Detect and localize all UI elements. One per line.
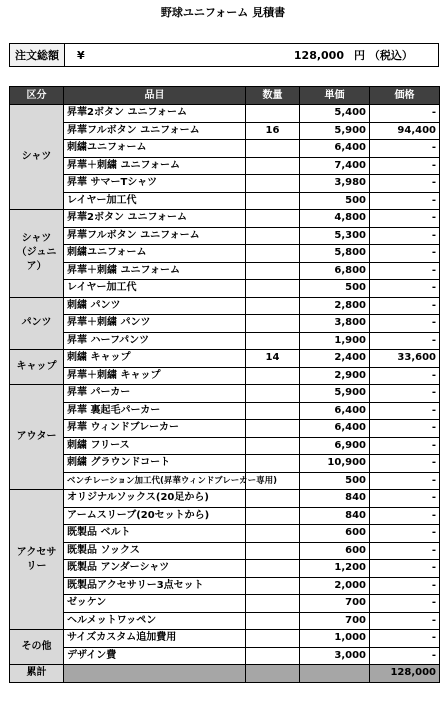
item-name-cell: ベンチレーション加工代(昇華ウィンドブレーカー専用) (64, 472, 246, 490)
table-row (10, 315, 440, 333)
table-row (10, 332, 440, 350)
unit-price-cell: 500 (300, 280, 370, 298)
item-name-cell: 昇華＋刺繍 キャップ (64, 367, 246, 385)
item-name-cell: 既製品 アンダーシャツ (64, 560, 246, 578)
price-cell: - (370, 367, 440, 385)
item-name-cell: 刺繍 グラウンドコート (64, 455, 246, 473)
item-name-cell: 刺繍ユニフォーム (64, 245, 246, 263)
price-cell: - (370, 595, 440, 613)
quantity-cell (246, 647, 300, 665)
item-name-cell: 昇華＋刺繍 ユニフォーム (64, 157, 246, 175)
category-cell: アウター (10, 385, 64, 490)
quantity-cell (246, 297, 300, 315)
item-name-cell: 既製品アクセサリー3点セット (64, 577, 246, 595)
quantity-cell (246, 192, 300, 210)
unit-price-cell: 5,400 (300, 105, 370, 123)
table-row (10, 227, 440, 245)
unit-price-cell: 1,200 (300, 560, 370, 578)
item-name-cell: 昇華＋刺繍 ユニフォーム (64, 262, 246, 280)
total-row-blank (64, 665, 246, 683)
unit-price-cell: 1,000 (300, 630, 370, 648)
table-body (10, 105, 440, 665)
table-row (10, 192, 440, 210)
column-header-price: 価格 (370, 87, 440, 105)
item-name-cell: ゼッケン (64, 595, 246, 613)
item-name-cell: レイヤー加工代 (64, 280, 246, 298)
table-row (10, 367, 440, 385)
column-header-quantity: 数量 (246, 87, 300, 105)
unit-price-cell: 6,400 (300, 420, 370, 438)
table-row (10, 577, 440, 595)
table-row (10, 140, 440, 158)
unit-price-cell: 6,400 (300, 402, 370, 420)
price-cell: - (370, 175, 440, 193)
item-name-cell: 昇華 ウィンドブレーカー (64, 420, 246, 438)
table-row (10, 507, 440, 525)
price-cell: - (370, 192, 440, 210)
item-name-cell: 昇華フルボタン ユニフォーム (64, 122, 246, 140)
unit-price-cell: 500 (300, 192, 370, 210)
item-name-cell: 昇華 パーカー (64, 385, 246, 403)
unit-price-cell: 5,800 (300, 245, 370, 263)
table-row (10, 157, 440, 175)
item-name-cell: 既製品 ベルト (64, 525, 246, 543)
cumulative-total-value: 128,000 (370, 665, 440, 683)
unit-price-cell: 2,000 (300, 577, 370, 595)
cumulative-total-label: 累計 (10, 665, 64, 683)
quantity-cell (246, 437, 300, 455)
quantity-cell (246, 455, 300, 473)
price-cell: - (370, 297, 440, 315)
order-total-unit: 円 （税込） (354, 49, 413, 62)
table-row (10, 455, 440, 473)
price-cell: - (370, 420, 440, 438)
unit-price-cell: 840 (300, 507, 370, 525)
column-header-unit-price: 単価 (300, 87, 370, 105)
item-name-cell: オリジナルソックス(20足から) (64, 490, 246, 508)
unit-price-cell: 4,800 (300, 210, 370, 228)
table-header-row (10, 87, 440, 105)
price-cell: - (370, 262, 440, 280)
price-cell: - (370, 577, 440, 595)
category-cell: シャツ (10, 105, 64, 210)
quantity-cell (246, 525, 300, 543)
quantity-cell: 14 (246, 350, 300, 368)
quantity-cell (246, 490, 300, 508)
cumulative-total-row (10, 665, 440, 683)
yen-symbol: ¥ (77, 48, 85, 62)
quantity-cell (246, 332, 300, 350)
item-name-cell: 昇華 サマーTシャツ (64, 175, 246, 193)
quantity-cell (246, 315, 300, 333)
table-row (10, 490, 440, 508)
price-cell: - (370, 157, 440, 175)
quantity-cell (246, 210, 300, 228)
category-cell: パンツ (10, 297, 64, 350)
item-name-cell: 昇華2ボタン ユニフォーム (64, 210, 246, 228)
unit-price-cell: 500 (300, 472, 370, 490)
order-total-amount: 128,000 (293, 48, 344, 62)
item-name-cell: 昇華＋刺繍 パンツ (64, 315, 246, 333)
price-cell: - (370, 455, 440, 473)
estimate-table (9, 86, 440, 683)
total-row-blank (246, 665, 300, 683)
table-row (10, 262, 440, 280)
table-row (10, 402, 440, 420)
table-row (10, 630, 440, 648)
item-name-cell: 刺繍 キャップ (64, 350, 246, 368)
unit-price-cell: 1,900 (300, 332, 370, 350)
price-cell: - (370, 227, 440, 245)
price-cell: - (370, 472, 440, 490)
price-cell: - (370, 490, 440, 508)
unit-price-cell: 6,900 (300, 437, 370, 455)
item-name-cell: 昇華2ボタン ユニフォーム (64, 105, 246, 123)
unit-price-cell: 6,400 (300, 140, 370, 158)
table-row (10, 472, 440, 490)
column-header-category: 区分 (10, 87, 64, 105)
unit-price-cell: 840 (300, 490, 370, 508)
quantity-cell (246, 140, 300, 158)
table-row (10, 350, 440, 368)
table-row (10, 525, 440, 543)
unit-price-cell: 2,900 (300, 367, 370, 385)
unit-price-cell: 5,300 (300, 227, 370, 245)
price-cell: - (370, 245, 440, 263)
price-cell: - (370, 525, 440, 543)
quantity-cell: 16 (246, 122, 300, 140)
quantity-cell (246, 560, 300, 578)
unit-price-cell: 3,800 (300, 315, 370, 333)
item-name-cell: デザイン費 (64, 647, 246, 665)
item-name-cell: アームスリーブ(20セットから) (64, 507, 246, 525)
price-cell: 94,400 (370, 122, 440, 140)
unit-price-cell: 2,800 (300, 297, 370, 315)
unit-price-cell: 3,980 (300, 175, 370, 193)
quantity-cell (246, 420, 300, 438)
item-name-cell: 刺繍 パンツ (64, 297, 246, 315)
table-row (10, 245, 440, 263)
table-row (10, 385, 440, 403)
quantity-cell (246, 280, 300, 298)
table-row (10, 175, 440, 193)
price-cell: - (370, 560, 440, 578)
quantity-cell (246, 105, 300, 123)
unit-price-cell: 5,900 (300, 122, 370, 140)
price-cell: - (370, 630, 440, 648)
quantity-cell (246, 612, 300, 630)
item-name-cell: ヘルメットワッペン (64, 612, 246, 630)
price-cell: - (370, 507, 440, 525)
unit-price-cell: 5,900 (300, 385, 370, 403)
quantity-cell (246, 402, 300, 420)
price-cell: - (370, 402, 440, 420)
table-row (10, 280, 440, 298)
category-cell: アクセサリー (10, 490, 64, 630)
price-cell: - (370, 210, 440, 228)
table-row (10, 647, 440, 665)
item-name-cell: 昇華 裏起毛パーカー (64, 402, 246, 420)
order-total-label: 注文総額 (10, 44, 65, 66)
item-name-cell: 刺繍ユニフォーム (64, 140, 246, 158)
price-cell: - (370, 542, 440, 560)
price-cell: 33,600 (370, 350, 440, 368)
category-cell: キャップ (10, 350, 64, 385)
unit-price-cell: 10,900 (300, 455, 370, 473)
quantity-cell (246, 157, 300, 175)
item-name-cell: 既製品 ソックス (64, 542, 246, 560)
item-name-cell: 昇華 ハーフパンツ (64, 332, 246, 350)
order-total-box (9, 43, 439, 67)
unit-price-cell: 700 (300, 612, 370, 630)
category-cell: シャツ（ジュニア） (10, 210, 64, 298)
unit-price-cell: 700 (300, 595, 370, 613)
price-cell: - (370, 332, 440, 350)
price-cell: - (370, 280, 440, 298)
column-header-item: 品目 (64, 87, 246, 105)
table-row (10, 122, 440, 140)
table-row (10, 595, 440, 613)
item-name-cell: 刺繍 フリース (64, 437, 246, 455)
unit-price-cell: 7,400 (300, 157, 370, 175)
quantity-cell (246, 595, 300, 613)
table-row (10, 437, 440, 455)
table-row (10, 420, 440, 438)
item-name-cell: 昇華フルボタン ユニフォーム (64, 227, 246, 245)
price-cell: - (370, 385, 440, 403)
quantity-cell (246, 542, 300, 560)
item-name-cell: レイヤー加工代 (64, 192, 246, 210)
table-row (10, 105, 440, 123)
quantity-cell (246, 262, 300, 280)
quantity-cell (246, 507, 300, 525)
unit-price-cell: 600 (300, 542, 370, 560)
quantity-cell (246, 630, 300, 648)
total-row-blank (300, 665, 370, 683)
unit-price-cell: 3,000 (300, 647, 370, 665)
unit-price-cell: 6,800 (300, 262, 370, 280)
unit-price-cell: 600 (300, 525, 370, 543)
quantity-cell (246, 227, 300, 245)
quantity-cell (246, 385, 300, 403)
price-cell: - (370, 105, 440, 123)
quantity-cell (246, 367, 300, 385)
table-row (10, 210, 440, 228)
quantity-cell (246, 175, 300, 193)
table-row (10, 612, 440, 630)
table-row (10, 560, 440, 578)
price-cell: - (370, 612, 440, 630)
unit-price-cell: 2,400 (300, 350, 370, 368)
category-cell: その他 (10, 630, 64, 665)
table-row (10, 542, 440, 560)
table-row (10, 297, 440, 315)
document-title: 野球ユニフォーム 見積書 (160, 6, 286, 19)
price-cell: - (370, 140, 440, 158)
price-cell: - (370, 647, 440, 665)
quantity-cell (246, 577, 300, 595)
price-cell: - (370, 315, 440, 333)
price-cell: - (370, 437, 440, 455)
item-name-cell: サイズカスタム追加費用 (64, 630, 246, 648)
quantity-cell (246, 245, 300, 263)
